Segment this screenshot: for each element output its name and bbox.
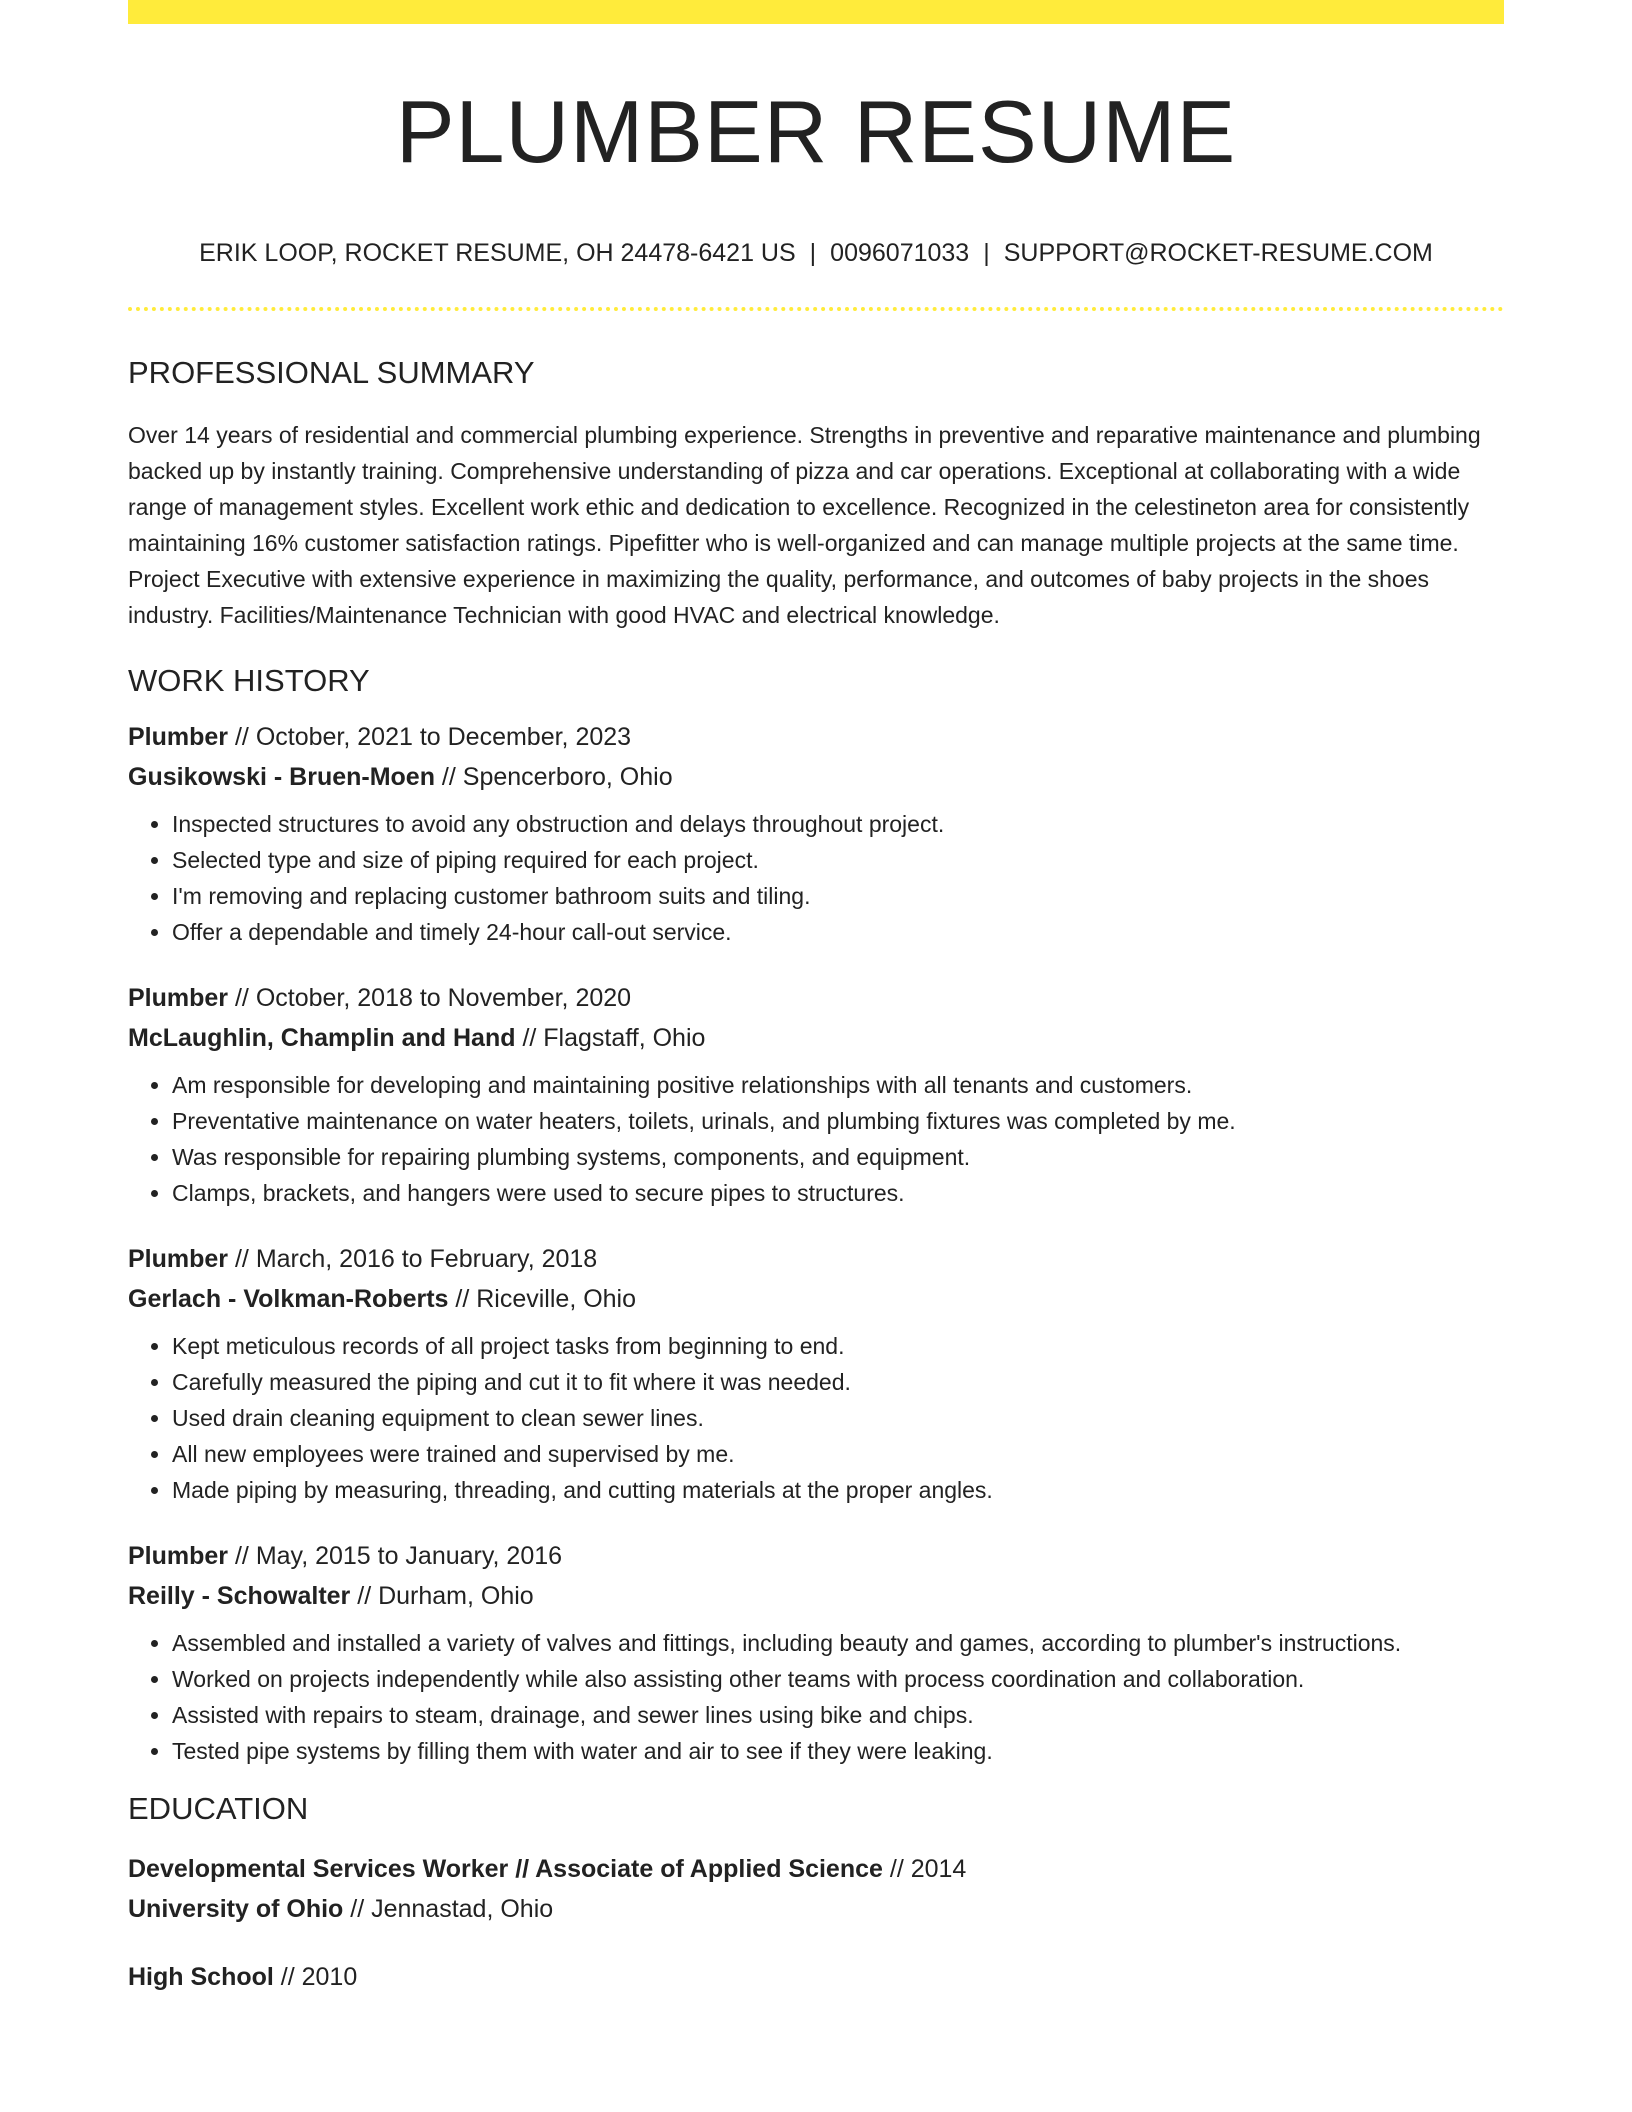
job-duty-item: • Was responsible for repairing plumbing systems, components, and equipment. xyxy=(172,1139,1504,1175)
job-dates: // May, 2015 to January, 2016 xyxy=(228,1542,563,1570)
job-company-line xyxy=(128,757,1504,797)
job-duties xyxy=(128,1067,1504,1211)
job-company: Gusikowski - Bruen-Moen xyxy=(128,763,435,791)
job-duty-item: • Tested pipe systems by filling them with water and air to see if they were leaking. xyxy=(172,1733,1504,1769)
job-duty-item: • All new employees were trained and supervised by me. xyxy=(172,1436,1504,1472)
job-title-line xyxy=(128,1536,1504,1576)
contact-address: ERIK LOOP, ROCKET RESUME, OH 24478-6421 US xyxy=(199,239,796,267)
job-duty-item: • Selected type and size of piping required for each project. xyxy=(172,842,1504,878)
job-company: McLaughlin, Champlin and Hand xyxy=(128,1024,516,1052)
job-company-line xyxy=(128,1279,1504,1319)
contact-separator: | xyxy=(983,239,990,267)
job-duty-item: • Used drain cleaning equipment to clean sewer lines. xyxy=(172,1400,1504,1436)
education-degree: High School xyxy=(128,1963,274,1991)
dotted-divider xyxy=(128,307,1504,311)
job-company-line xyxy=(128,1018,1504,1058)
education-school-line xyxy=(128,1889,1504,1929)
work-history-heading: WORK HISTORY xyxy=(128,663,370,698)
job-duty-item: • Inspected structures to avoid any obstruction and delays throughout project. xyxy=(172,806,1504,842)
job-location: // Flagstaff, Ohio xyxy=(515,1024,706,1052)
job-location: // Durham, Ohio xyxy=(350,1582,534,1610)
job-dates: // October, 2018 to November, 2020 xyxy=(228,984,632,1012)
job-dates: // March, 2016 to February, 2018 xyxy=(228,1245,598,1273)
job-dates: // October, 2021 to December, 2023 xyxy=(228,723,632,751)
contact-email: SUPPORT@ROCKET-RESUME.COM xyxy=(1003,239,1433,267)
job-duty-item: • Carefully measured the piping and cut it to fit where it was needed. xyxy=(172,1364,1504,1400)
job-company: Gerlach - Volkman-Roberts xyxy=(128,1285,449,1313)
summary-text: Over 14 years of residential and commercial plumbing experience. Strengths in preventive and reparative maintenance and plumbing backed up by instantly training. Comprehensive understanding of pizza and car operations. Exceptional at collaborating with a wide range of management styles. Excellent work ethic and dedication to excellence. Recognized in the celestineton area for consistently maintaining 16% customer satisfaction ratings. Pipefitter who is well-organized and can manage multiple projects at the same time. Project Executive with extensive experience in maximizing the quality, performance, and outcomes of baby projects in the shoes industry. Facilities/Maintenance Technician with good HVAC and electrical knowledge. xyxy=(128,422,1481,628)
job-role: Plumber xyxy=(128,1245,229,1273)
job-duty-item: • Clamps, brackets, and hangers were used to secure pipes to structures. xyxy=(172,1175,1504,1211)
education-year: // 2014 xyxy=(882,1855,967,1883)
job-duties xyxy=(128,1625,1504,1769)
job-entry xyxy=(128,978,1504,1211)
job-duty-item: • Preventative maintenance on water heaters, toilets, urinals, and plumbing fixtures was completed by me. xyxy=(172,1103,1504,1139)
job-duty-item: • Offer a dependable and timely 24-hour call-out service. xyxy=(172,914,1504,950)
job-duty-item: • Am responsible for developing and maintaining positive relationships with all tenants and customers. xyxy=(172,1067,1504,1103)
job-title-line xyxy=(128,978,1504,1018)
resume-title: PLUMBER RESUME xyxy=(395,82,1237,181)
job-duty-item: • Worked on projects independently while also assisting other teams with process coordination and collaboration. xyxy=(172,1661,1504,1697)
job-duty-item: • Assisted with repairs to steam, drainage, and sewer lines using bike and chips. xyxy=(172,1697,1504,1733)
job-duties xyxy=(128,806,1504,950)
job-entry xyxy=(128,1536,1504,1769)
job-title-line xyxy=(128,1239,1504,1279)
education-heading: EDUCATION xyxy=(128,1791,309,1826)
job-location: // Spencerboro, Ohio xyxy=(434,763,673,791)
resume-page xyxy=(128,0,1504,1997)
job-role: Plumber xyxy=(128,723,229,751)
job-duty-item: • I'm removing and replacing customer bathroom suits and tiling. xyxy=(172,878,1504,914)
contact-separator: | xyxy=(809,239,817,267)
job-company: Reilly - Schowalter xyxy=(128,1582,351,1610)
job-role: Plumber xyxy=(128,1542,229,1570)
job-location: // Riceville, Ohio xyxy=(448,1285,637,1313)
education-list xyxy=(128,1849,1504,1997)
education-school: University of Ohio xyxy=(128,1895,344,1923)
top-accent-bar xyxy=(128,0,1504,24)
job-company-line xyxy=(128,1576,1504,1616)
education-degree-line xyxy=(128,1849,1504,1889)
education-degree-line xyxy=(128,1957,1504,1997)
education-entry xyxy=(128,1849,1504,1929)
job-duty-item: • Assembled and installed a variety of valves and fittings, including beauty and games, according to plumber's instructions. xyxy=(172,1625,1504,1661)
education-year: // 2010 xyxy=(273,1963,358,1991)
contact-phone: 0096071033 xyxy=(830,239,970,267)
education-entry xyxy=(128,1957,1504,1997)
education-degree: Developmental Services Worker // Associate of Applied Science xyxy=(128,1855,883,1883)
job-title-line xyxy=(128,717,1504,757)
work-history-list xyxy=(128,717,1504,1769)
job-entry xyxy=(128,1239,1504,1508)
job-duty-item: • Made piping by measuring, threading, and cutting materials at the proper angles. xyxy=(172,1472,1504,1508)
contact-line xyxy=(128,237,1504,269)
job-role: Plumber xyxy=(128,984,229,1012)
summary-heading: PROFESSIONAL SUMMARY xyxy=(128,355,535,390)
job-duties xyxy=(128,1328,1504,1508)
education-location: // Jennastad, Ohio xyxy=(343,1895,554,1923)
job-entry xyxy=(128,717,1504,950)
job-duty-item: • Kept meticulous records of all project tasks from beginning to end. xyxy=(172,1328,1504,1364)
